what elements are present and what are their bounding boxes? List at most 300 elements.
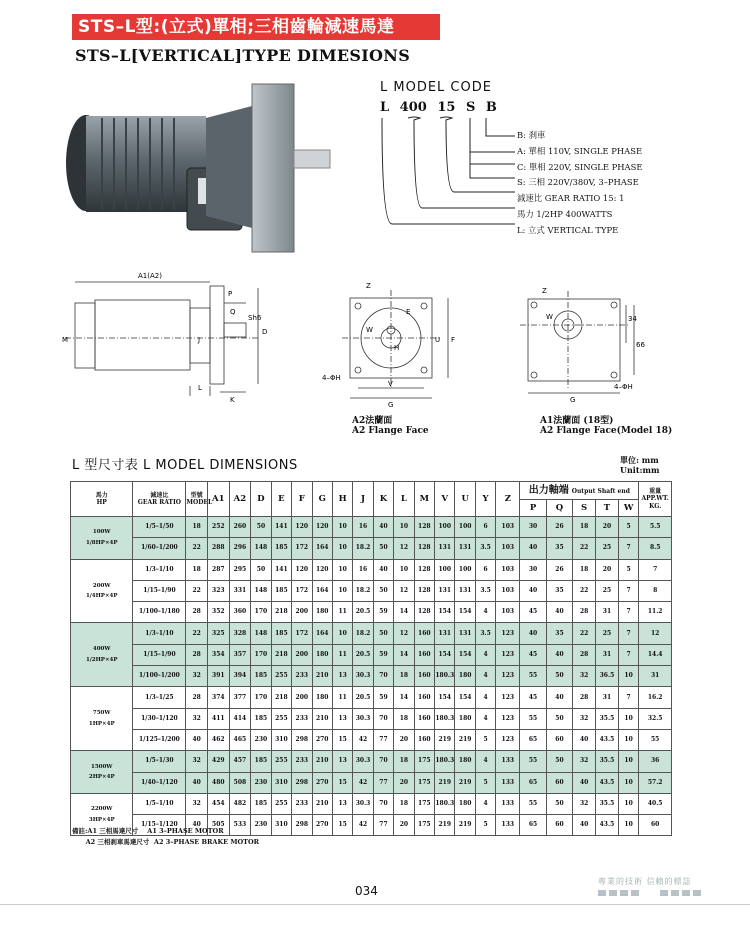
- a1-caption-en: A2 Flange Face(Model 18): [540, 426, 673, 436]
- col-header-v: [435, 482, 455, 517]
- a2-label-u: U: [435, 336, 441, 344]
- col-header-e-text: E: [278, 493, 285, 504]
- hp-cell: [71, 517, 133, 560]
- table-cell: 22: [186, 580, 208, 601]
- table-cell: 15: [332, 772, 352, 793]
- table-cell: 120: [312, 517, 332, 538]
- table-cell: 43.5: [596, 815, 619, 836]
- table-cell: 50: [546, 708, 572, 729]
- hp-value: 1/4HP×4P: [85, 593, 118, 600]
- table-cell: 270: [312, 772, 332, 793]
- a1-caption-cn: A1法蘭面 (18型): [540, 416, 614, 426]
- table-cell: 100: [435, 559, 455, 580]
- table-cell: 219: [435, 729, 455, 750]
- table-cell: 298: [292, 815, 312, 836]
- dim-label-a1a2: A1(A2): [138, 272, 162, 280]
- hp-value: 1/2HP×4P: [85, 656, 118, 663]
- table-cell: 103: [496, 538, 520, 559]
- unit-label: [620, 455, 659, 475]
- table-cell: 40: [573, 772, 596, 793]
- table-cell: 175: [414, 815, 434, 836]
- a1-flange-drawing: [510, 285, 655, 405]
- table-cell: 26: [546, 517, 572, 538]
- col-header-f: [292, 482, 312, 517]
- table-cell: 18.2: [353, 580, 373, 601]
- table-cell: 180: [312, 602, 332, 623]
- table-cell: 360: [229, 602, 251, 623]
- weight-header: [639, 482, 672, 517]
- table-cell: 200: [292, 602, 312, 623]
- footer-slogan: 專業的技術 信賴的標誌: [598, 877, 692, 886]
- shaft-col-s-text: S: [581, 502, 588, 513]
- table-cell: 45: [520, 644, 546, 665]
- hp-header-text: 馬力: [95, 491, 108, 499]
- table-cell: 20: [394, 729, 414, 750]
- table-cell: 295: [229, 559, 251, 580]
- code-letter-ratio: 15: [437, 100, 456, 115]
- table-cell: 4: [475, 751, 495, 772]
- table-cell: 154: [455, 602, 475, 623]
- unit-en: Unit:mm: [620, 465, 660, 475]
- shaft-col-p-text: P: [529, 502, 537, 513]
- table-cell: 103: [496, 559, 520, 580]
- table-cell: 10: [618, 815, 638, 836]
- table-cell: 310: [271, 772, 291, 793]
- side-view-drawing: [60, 268, 275, 408]
- table-cell: 14: [394, 687, 414, 708]
- table-cell: 35: [546, 538, 572, 559]
- col-header-u: [455, 482, 475, 517]
- page-title-english: STS–L[VERTICAL]TYPE DIMESIONS: [75, 46, 411, 65]
- table-cell: 28: [186, 687, 208, 708]
- gear-ratio-header-text: 減速比: [150, 491, 169, 499]
- table-row: [71, 687, 672, 708]
- table-cell: 210: [312, 708, 332, 729]
- table-cell: 123: [496, 708, 520, 729]
- table-cell: 164: [312, 623, 332, 644]
- table-cell: 1/5–1/30: [133, 751, 186, 772]
- table-row: [71, 644, 672, 665]
- table-cell: 40: [186, 729, 208, 750]
- table-cell: 40: [186, 772, 208, 793]
- table-cell: 7: [618, 602, 638, 623]
- table-cell: 12: [394, 538, 414, 559]
- table-cell: 255: [271, 793, 291, 814]
- table-cell: 5: [618, 517, 638, 538]
- table-cell: 230: [251, 772, 271, 793]
- table-cell: 219: [455, 772, 475, 793]
- table-row: [71, 793, 672, 814]
- a2-caption-en: A2 Flange Face: [352, 426, 429, 436]
- dimensions-title: L 型尺寸表 L MODEL DIMENSIONS: [72, 458, 298, 473]
- table-cell: 255: [271, 708, 291, 729]
- table-cell: 10: [618, 793, 638, 814]
- table-row: [71, 708, 672, 729]
- table-cell: 230: [251, 815, 271, 836]
- model-header-text: 型號: [190, 491, 203, 499]
- table-cell: 25: [596, 538, 619, 559]
- table-cell: 233: [292, 793, 312, 814]
- table-cell: 185: [251, 666, 271, 687]
- table-cell: 11: [332, 687, 352, 708]
- table-cell: 60: [639, 815, 672, 836]
- table-cell: 128: [414, 580, 434, 601]
- table-cell: 10: [394, 559, 414, 580]
- table-cell: 13: [332, 751, 352, 772]
- table-cell: 77: [373, 815, 393, 836]
- table-cell: 154: [435, 602, 455, 623]
- table-cell: 482: [229, 793, 251, 814]
- table-cell: 255: [271, 666, 291, 687]
- table-cell: 60: [546, 815, 572, 836]
- model-header: [186, 482, 213, 517]
- table-cell: 1/100–1/180: [133, 602, 186, 623]
- table-cell: 170: [251, 644, 271, 665]
- code-letter-power: 400: [399, 100, 427, 115]
- code-letter-type: L: [380, 100, 390, 115]
- table-cell: 5: [475, 729, 495, 750]
- hp-value: 1/8HP×4P: [85, 539, 118, 546]
- table-cell: 28: [573, 687, 596, 708]
- table-cell: 185: [271, 580, 291, 601]
- a2-label-g: G: [388, 401, 394, 409]
- table-cell: 210: [312, 666, 332, 687]
- table-cell: 12: [394, 580, 414, 601]
- table-cell: 13: [332, 708, 352, 729]
- table-cell: 133: [496, 793, 520, 814]
- table-cell: 40: [373, 517, 393, 538]
- table-cell: 185: [271, 623, 291, 644]
- table-cell: 32: [186, 708, 208, 729]
- notes: [72, 826, 259, 848]
- table-cell: 128: [414, 559, 434, 580]
- table-cell: 1/125–1/200: [133, 729, 186, 750]
- table-cell: 40: [520, 538, 546, 559]
- table-cell: 55: [520, 666, 546, 687]
- table-cell: 160: [414, 623, 434, 644]
- footer-decor-square: [682, 890, 690, 896]
- table-cell: 32: [573, 751, 596, 772]
- table-cell: 20.5: [353, 602, 373, 623]
- col-header-g-text: G: [318, 493, 326, 504]
- table-cell: 3.5: [475, 580, 495, 601]
- dim-label-sh6: Sh6: [248, 314, 262, 322]
- table-cell: 5: [475, 772, 495, 793]
- table-cell: 11: [332, 602, 352, 623]
- table-cell: 123: [496, 623, 520, 644]
- code-line-220v: C: 單相 220V, SINGLE PHASE: [517, 162, 643, 172]
- table-cell: 185: [251, 751, 271, 772]
- table-cell: 6: [475, 517, 495, 538]
- table-cell: 175: [414, 793, 434, 814]
- note-line: 備註:A1 三相馬達尺寸 A1 3–PHASE MOTOR: [72, 827, 224, 835]
- table-row: [71, 538, 672, 559]
- hp-watts: 100W: [92, 529, 111, 536]
- table-cell: 60: [546, 772, 572, 793]
- table-cell: 77: [373, 772, 393, 793]
- table-cell: 16: [353, 517, 373, 538]
- footer-decor-square: [598, 890, 606, 896]
- table-cell: 32: [186, 793, 208, 814]
- footer-decor-square: [693, 890, 701, 896]
- footer-decor-square: [609, 890, 617, 896]
- table-cell: 40: [520, 580, 546, 601]
- table-cell: 160: [414, 644, 434, 665]
- table-cell: 1/40–1/120: [133, 772, 186, 793]
- table-cell: 4: [475, 602, 495, 623]
- a1-label-z: Z: [542, 287, 547, 295]
- table-cell: 160: [414, 666, 434, 687]
- table-cell: 233: [292, 708, 312, 729]
- table-cell: 200: [292, 687, 312, 708]
- table-cell: 5.5: [639, 517, 672, 538]
- table-cell: 148: [251, 580, 271, 601]
- table-cell: 1/5–1/50: [133, 517, 186, 538]
- table-row: [71, 580, 672, 601]
- table-cell: 55: [520, 751, 546, 772]
- table-cell: 1/15–1/90: [133, 580, 186, 601]
- table-cell: 28: [573, 602, 596, 623]
- table-cell: 7: [618, 644, 638, 665]
- table-cell: 252: [207, 517, 229, 538]
- table-cell: 123: [496, 666, 520, 687]
- table-cell: 59: [373, 644, 393, 665]
- table-cell: 70: [373, 793, 393, 814]
- table-cell: 1/60–1/200: [133, 538, 186, 559]
- table-cell: 128: [414, 602, 434, 623]
- table-cell: 357: [229, 644, 251, 665]
- a2-label-4h: 4–ΦH: [322, 374, 341, 382]
- table-cell: 55: [520, 793, 546, 814]
- table-cell: 133: [496, 751, 520, 772]
- table-cell: 18: [186, 559, 208, 580]
- table-cell: 20: [596, 559, 619, 580]
- hp-watts: 1500W: [91, 763, 113, 770]
- table-cell: 123: [496, 729, 520, 750]
- table-cell: 310: [271, 815, 291, 836]
- a2-label-h: H: [394, 344, 400, 352]
- table-cell: 154: [455, 687, 475, 708]
- hp-watts: 750W: [92, 710, 111, 717]
- motor-photo: [62, 78, 337, 253]
- page-title-chinese: STS–L型:(立式)單相;三相齒輪減速馬達: [72, 14, 440, 40]
- table-cell: 505: [207, 815, 229, 836]
- shaft-col-t-text: T: [603, 502, 611, 513]
- table-cell: 59: [373, 602, 393, 623]
- table-cell: 36: [639, 751, 672, 772]
- table-cell: 429: [207, 751, 229, 772]
- table-cell: 55: [520, 708, 546, 729]
- table-cell: 175: [414, 772, 434, 793]
- table-cell: 50: [546, 751, 572, 772]
- table-cell: 18: [394, 666, 414, 687]
- a2-label-z: Z: [366, 282, 371, 290]
- table-cell: 185: [251, 708, 271, 729]
- weight-header-text: APP.WT. KG.: [641, 495, 669, 510]
- table-cell: 128: [414, 517, 434, 538]
- col-header-a2-text: A2: [233, 493, 247, 504]
- table-cell: 35: [546, 623, 572, 644]
- col-header-z: [496, 482, 520, 517]
- table-cell: 180: [312, 687, 332, 708]
- table-cell: 391: [207, 666, 229, 687]
- table-cell: 22: [186, 623, 208, 644]
- table-cell: 219: [455, 815, 475, 836]
- table-cell: 20: [394, 772, 414, 793]
- table-cell: 233: [292, 751, 312, 772]
- table-cell: 1/15–1/90: [133, 644, 186, 665]
- table-cell: 154: [435, 687, 455, 708]
- table-cell: 164: [312, 538, 332, 559]
- table-cell: 18.2: [353, 623, 373, 644]
- table-cell: 298: [292, 729, 312, 750]
- table-row: [71, 729, 672, 750]
- table-cell: 10: [618, 751, 638, 772]
- table-cell: 323: [207, 580, 229, 601]
- hp-cell: [71, 687, 133, 751]
- table-cell: 218: [271, 687, 291, 708]
- table-cell: 32.5: [639, 708, 672, 729]
- table-cell: 1/3–1/25: [133, 687, 186, 708]
- table-cell: 4: [475, 687, 495, 708]
- col-header-e: [271, 482, 291, 517]
- table-cell: 8: [639, 580, 672, 601]
- table-cell: 18: [394, 751, 414, 772]
- table-cell: 18: [394, 793, 414, 814]
- table-cell: 18: [573, 559, 596, 580]
- table-cell: 5: [618, 559, 638, 580]
- table-cell: 70: [373, 708, 393, 729]
- a2-label-f: F: [451, 336, 456, 344]
- table-cell: 148: [251, 623, 271, 644]
- a1-label-g: G: [570, 396, 576, 404]
- table-cell: 465: [229, 729, 251, 750]
- table-cell: 12: [394, 623, 414, 644]
- table-cell: 374: [207, 687, 229, 708]
- hp-value: 1HP×4P: [88, 720, 115, 727]
- table-cell: 131: [455, 580, 475, 601]
- table-cell: 3.5: [475, 538, 495, 559]
- table-cell: 255: [271, 751, 291, 772]
- table-row: [71, 623, 672, 644]
- a2-label-v: V: [388, 380, 393, 388]
- table-cell: 40: [546, 687, 572, 708]
- col-header-g: [312, 482, 332, 517]
- table-cell: 50: [373, 538, 393, 559]
- table-cell: 270: [312, 729, 332, 750]
- footer-decor-square: [671, 890, 679, 896]
- table-cell: 6: [475, 559, 495, 580]
- table-cell: 42: [353, 815, 373, 836]
- dimensions-table: [70, 481, 672, 836]
- table-cell: 11.2: [639, 602, 672, 623]
- shaft-col-q-text: Q: [555, 502, 564, 513]
- gear-ratio-header: [133, 482, 186, 517]
- gear-ratio-header-text: GEAR RATIO: [137, 499, 182, 506]
- table-cell: 218: [271, 644, 291, 665]
- shaft-cn: 出力軸端: [528, 484, 569, 496]
- table-cell: 170: [251, 602, 271, 623]
- table-cell: 180: [312, 644, 332, 665]
- table-cell: 123: [496, 644, 520, 665]
- table-row: [71, 517, 672, 538]
- table-cell: 10: [332, 538, 352, 559]
- table-cell: 22: [573, 580, 596, 601]
- col-header-m: [414, 482, 434, 517]
- col-header-a2: [229, 482, 251, 517]
- table-cell: 260: [229, 517, 251, 538]
- table-cell: 180.3: [435, 793, 455, 814]
- table-cell: 180: [455, 666, 475, 687]
- table-cell: 1/15–1/120: [133, 815, 186, 836]
- table-cell: 14.4: [639, 644, 672, 665]
- hp-value: 2HP×4P: [88, 774, 115, 781]
- table-cell: 103: [496, 517, 520, 538]
- table-cell: 20: [394, 815, 414, 836]
- col-header-k: [373, 482, 393, 517]
- code-letter-brake: B: [485, 100, 497, 115]
- table-cell: 32: [186, 666, 208, 687]
- table-cell: 18: [573, 517, 596, 538]
- table-cell: 16.2: [639, 687, 672, 708]
- table-cell: 7: [639, 559, 672, 580]
- table-cell: 219: [455, 729, 475, 750]
- table-cell: 14: [394, 644, 414, 665]
- table-cell: 180.3: [435, 666, 455, 687]
- table-cell: 457: [229, 751, 251, 772]
- table-cell: 377: [229, 687, 251, 708]
- col-header-u-text: U: [461, 493, 469, 504]
- table-cell: 172: [292, 580, 312, 601]
- hp-cell: [71, 559, 133, 623]
- table-cell: 185: [251, 793, 271, 814]
- table-row: [71, 751, 672, 772]
- table-cell: 141: [271, 517, 291, 538]
- table-cell: 50: [373, 623, 393, 644]
- table-cell: 100: [455, 559, 475, 580]
- table-cell: 270: [312, 815, 332, 836]
- table-cell: 218: [271, 602, 291, 623]
- table-cell: 7: [618, 538, 638, 559]
- a1-label-4h: 4–ΦH: [614, 383, 633, 391]
- table-cell: 28: [573, 644, 596, 665]
- table-cell: 65: [520, 772, 546, 793]
- output-shaft-header: [520, 482, 639, 500]
- table-cell: 18: [186, 517, 208, 538]
- table-cell: 42: [353, 772, 373, 793]
- table-cell: 31: [596, 602, 619, 623]
- table-cell: 50: [373, 580, 393, 601]
- table-cell: 154: [455, 644, 475, 665]
- table-cell: 70: [373, 666, 393, 687]
- hp-header-text: HP: [96, 499, 107, 506]
- table-cell: 210: [312, 751, 332, 772]
- table-cell: 170: [251, 687, 271, 708]
- table-cell: 30.3: [353, 708, 373, 729]
- table-cell: 160: [414, 729, 434, 750]
- table-cell: 164: [312, 580, 332, 601]
- a1-label-34: 34: [628, 315, 637, 323]
- table-cell: 7: [618, 623, 638, 644]
- shaft-col-w-text: W: [623, 502, 634, 513]
- table-cell: 352: [207, 602, 229, 623]
- table-cell: 10: [332, 580, 352, 601]
- table-cell: 35.5: [596, 708, 619, 729]
- a1-label-66: 66: [636, 341, 645, 349]
- table-cell: 4: [475, 793, 495, 814]
- table-cell: 148: [251, 538, 271, 559]
- table-cell: 40: [373, 559, 393, 580]
